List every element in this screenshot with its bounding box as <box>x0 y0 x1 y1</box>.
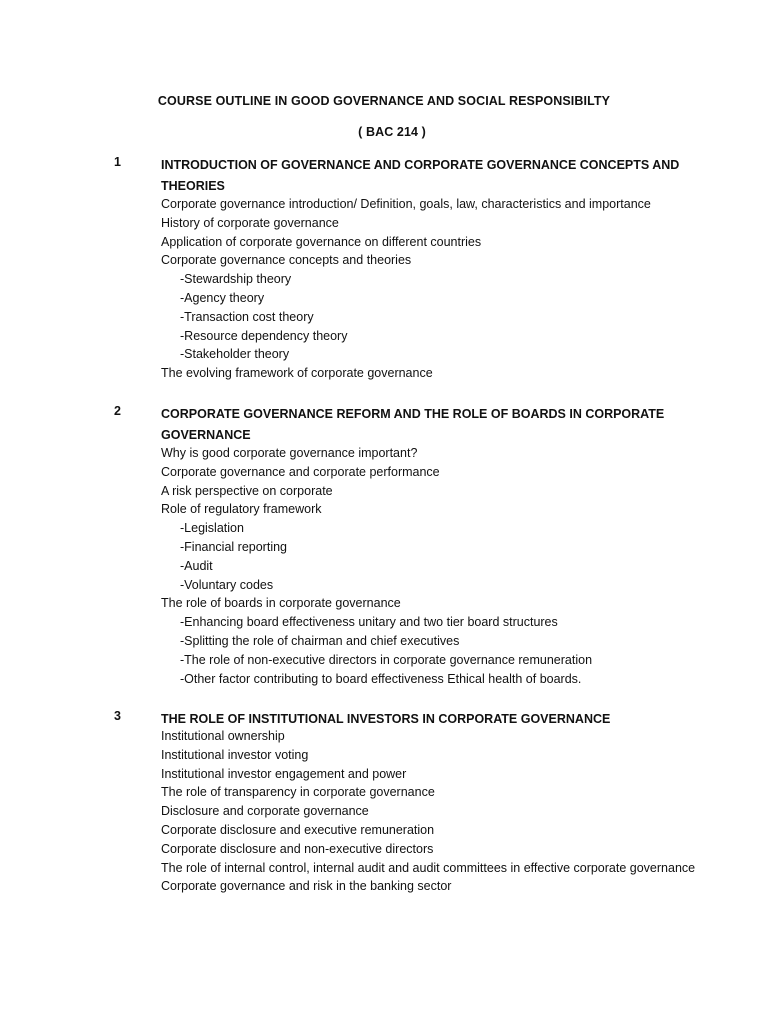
list-item: Institutional investor engagement and power <box>161 766 407 781</box>
list-item: The evolving framework of corporate governance <box>161 366 433 381</box>
sub-list-item: -Splitting the role of chairman and chief executives <box>180 633 460 648</box>
sub-list-item: -Other factor contributing to board effectiveness Ethical health of boards. <box>180 671 582 686</box>
list-item: Role of regulatory framework <box>161 502 322 517</box>
list-item: Disclosure and corporate governance <box>161 804 369 819</box>
sub-list-item: -The role of non-executive directors in corporate governance remuneration <box>180 652 593 667</box>
list-item: Institutional investor voting <box>161 747 309 762</box>
list-item: The role of boards in corporate governance <box>161 596 401 611</box>
sub-list-item: -Resource dependency theory <box>180 328 348 343</box>
list-item: Institutional ownership <box>161 729 285 743</box>
list-item: Corporate governance introduction/ Definition, goals, law, characteristics and importance <box>161 197 651 211</box>
section-number: 2 <box>114 404 121 418</box>
sub-list-item: -Agency theory <box>180 290 265 305</box>
section-items <box>161 727 721 896</box>
sub-list-item: -Transaction cost theory <box>180 309 314 324</box>
list-item: Application of corporate governance on different countries <box>161 234 482 249</box>
section-items <box>161 195 721 383</box>
section-items <box>161 444 721 688</box>
list-item: Why is good corporate governance important? <box>161 446 418 460</box>
list-item: Corporate governance and risk in the banking sector <box>161 879 452 894</box>
list-item: Corporate disclosure and non-executive directors <box>161 841 434 856</box>
list-item: A risk perspective on corporate <box>161 483 333 498</box>
sub-list-item: -Voluntary codes <box>180 577 274 592</box>
sub-list-item: -Audit <box>180 558 213 573</box>
document-title: COURSE OUTLINE IN GOOD GOVERNANCE AND SOCIAL RESPONSIBILTY <box>157 94 611 108</box>
list-item: The role of transparency in corporate governance <box>161 785 435 800</box>
list-item: Corporate governance concepts and theories <box>161 253 412 268</box>
sub-list-item: -Stakeholder theory <box>180 347 290 362</box>
section-number: 3 <box>114 709 121 723</box>
sub-list-item: -Legislation <box>180 521 244 536</box>
section-heading: INTRODUCTION OF GOVERNANCE AND CORPORATE GOVERNANCE CONCEPTS AND THEORIES <box>161 158 680 193</box>
list-item: History of corporate governance <box>161 215 339 230</box>
section-heading: CORPORATE GOVERNANCE REFORM AND THE ROLE OF BOARDS IN CORPORATE GOVERNANCE <box>161 407 665 442</box>
list-item: Corporate disclosure and executive remuneration <box>161 822 435 837</box>
sub-list-item: -Enhancing board effectiveness unitary and two tier board structures <box>180 615 558 630</box>
course-code: ( BAC 214 ) <box>358 125 426 139</box>
section-number: 1 <box>114 155 121 169</box>
list-item: The role of internal control, internal audit and audit committees in effective corporate governance <box>161 860 696 875</box>
list-item: Corporate governance and corporate performance <box>161 464 440 479</box>
sub-list-item: -Financial reporting <box>180 539 287 554</box>
sub-list-item: -Stewardship theory <box>180 272 292 287</box>
section-heading: THE ROLE OF INSTITUTIONAL INVESTORS IN CORPORATE GOVERNANCE <box>161 712 611 726</box>
